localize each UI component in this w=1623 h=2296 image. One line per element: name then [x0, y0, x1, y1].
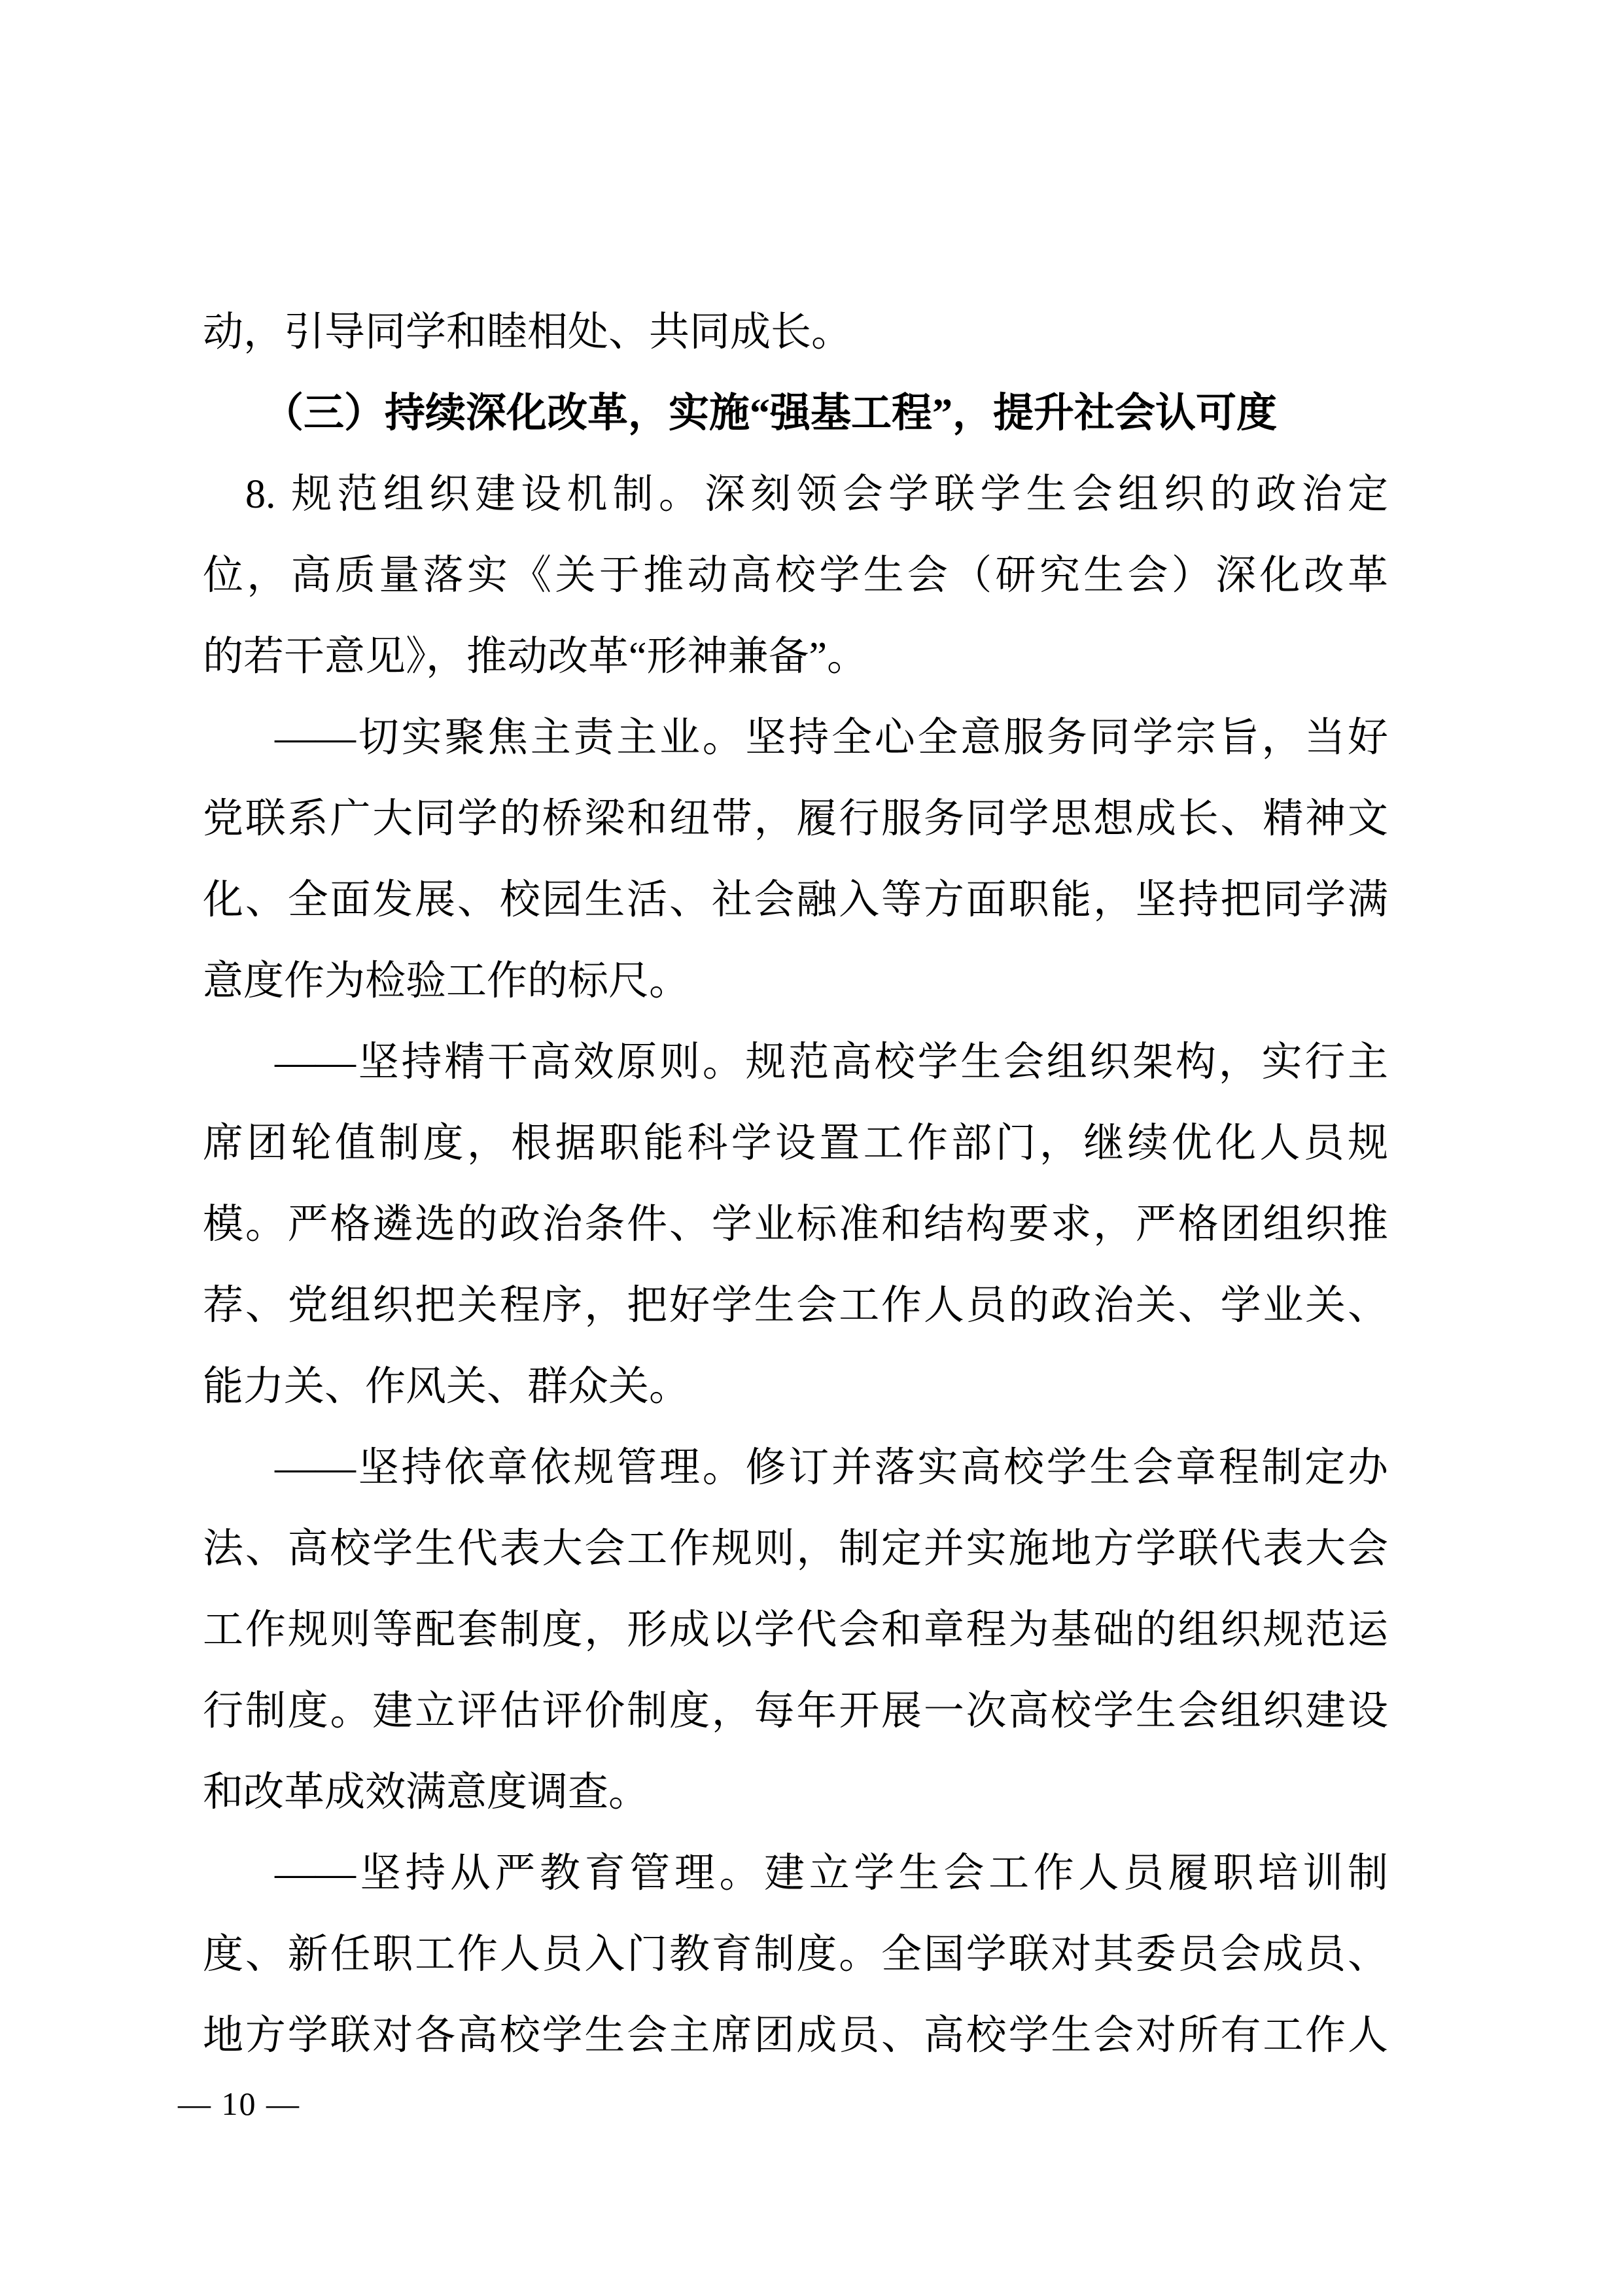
body-line-18: 行制度。建立评估评价制度，每年开展一次高校学生会组织建设 [203, 1689, 1388, 1733]
body-line-01: 动，引导同学和睦相处、共同成长。 [203, 310, 852, 355]
body-line-09: 意度作为检验工作的标尺。 [203, 959, 690, 1003]
body-line-17: 工作规则等配套制度，形成以学代会和章程为基础的组织规范运 [203, 1608, 1388, 1652]
body-line-16: 法、高校学生代表大会工作规则，制定并实施地方学联代表大会 [203, 1527, 1388, 1571]
item-8-line-start: 8. 规范组织建设机制。深刻领会学联学生会组织的政治定 [245, 472, 1388, 517]
document-page-body [203, 292, 1388, 2076]
heading-section-3: （三）持续深化改革，实施“强基工程”，提升社会认可度 [263, 391, 1278, 436]
body-line-11: 席团轮值制度，根据职能科学设置工作部门，继续优化人员规 [203, 1121, 1388, 1166]
dash-para-1-start: ——切实聚焦主责主业。坚持全心全意服务同学宗旨，当好 [275, 716, 1388, 760]
dash-para-2-start: ——坚持精干高效原则。规范高校学生会组织架构，实行主 [275, 1040, 1388, 1085]
body-line-05: 的若干意见》，推动改革“形神兼备”。 [203, 635, 868, 679]
body-line-07: 党联系广大同学的桥梁和纽带，履行服务同学思想成长、精神文 [203, 797, 1388, 841]
page-number: — 10 — [178, 2085, 300, 2122]
body-line-21: 度、新任职工作人员入门教育制度。全国学联对其委员会成员、 [203, 1932, 1388, 1977]
body-line-12: 模。严格遴选的政治条件、学业标准和结构要求，严格团组织推 [203, 1202, 1388, 1247]
body-line-22: 地方学联对各高校学生会主席团成员、高校学生会对所有工作人 [203, 2013, 1388, 2058]
body-line-14: 能力关、作风关、群众关。 [203, 1365, 690, 1409]
dash-para-4-start: ——坚持从严教育管理。建立学生会工作人员履职培训制 [275, 1851, 1388, 1896]
body-line-19: 和改革成效满意度调查。 [203, 1770, 650, 1815]
body-line-13: 荐、党组织把关程序，把好学生会工作人员的政治关、学业关、 [203, 1283, 1388, 1328]
body-line-08: 化、全面发展、校园生活、社会融入等方面职能，坚持把同学满 [203, 878, 1388, 922]
body-line-04: 位，高质量落实《关于推动高校学生会（研究生会）深化改革 [203, 553, 1388, 598]
dash-para-3-start: ——坚持依章依规管理。修订并落实高校学生会章程制定办 [275, 1446, 1388, 1490]
